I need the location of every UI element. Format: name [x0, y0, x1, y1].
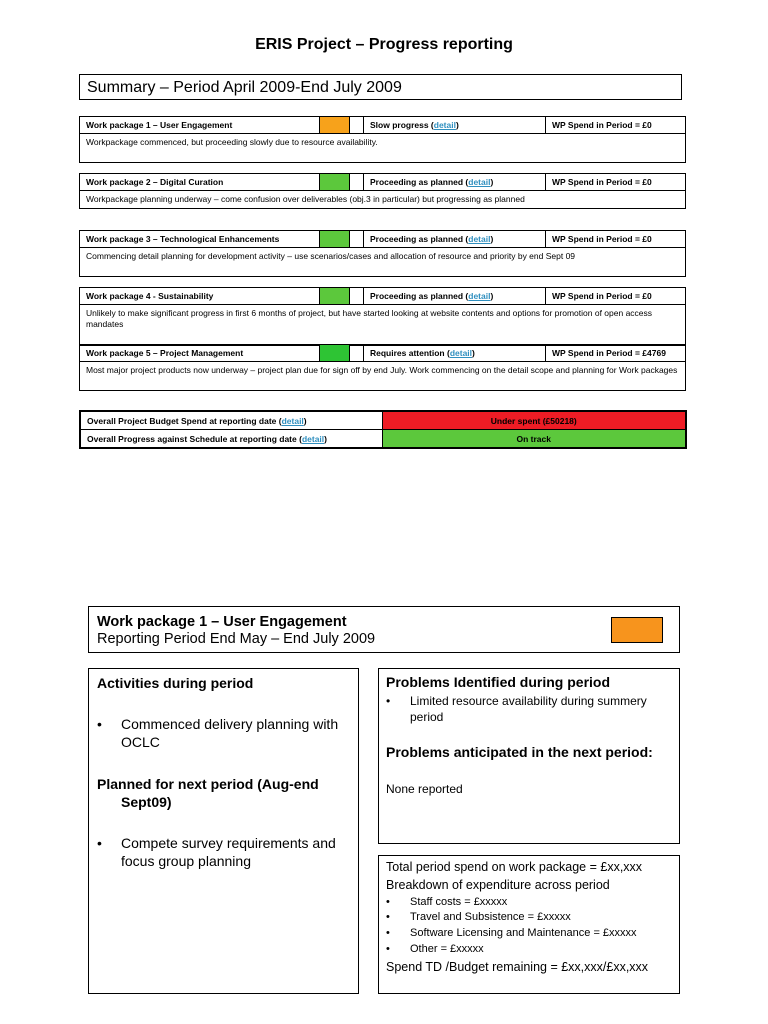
spend-box — [378, 855, 680, 994]
planned-heading: Planned for next period (Aug-end Sept09) — [97, 776, 319, 810]
wp-name: Work package 4 - Sustainability — [80, 288, 320, 305]
wp-name: Work package 5 – Project Management — [80, 345, 320, 362]
wp-table-5 — [79, 344, 686, 391]
overall-progress-label: Overall Progress against Schedule at reporting date (detail) — [80, 430, 382, 449]
activity-item: Commenced delivery planning with OCLC — [121, 716, 339, 750]
wp-spend: WP Spend in Period = £0 — [546, 174, 686, 191]
detail-link[interactable]: detail — [468, 291, 491, 301]
summary-heading-box — [79, 74, 682, 100]
wp-table-2 — [79, 173, 686, 209]
spend-item: Travel and Subsistence = £xxxxx — [410, 911, 571, 923]
wp-status: Proceeding as planned (detail) — [364, 231, 546, 248]
problems-heading: Problems Identified during period — [386, 674, 611, 690]
wp-description: Unlikely to make significant progress in first 6 months of project, but have started looking at website contents and options for promotion of open access mandates — [80, 305, 686, 346]
status-swatch — [320, 117, 350, 134]
wp-table-4 — [79, 287, 686, 346]
overall-status-table — [79, 410, 687, 449]
bullet-icon: • — [97, 835, 102, 851]
wp-status: Proceeding as planned (detail) — [364, 288, 546, 305]
wp-description: Commencing detail planning for development activity – use scenarios/cases and allocation of resource and priority by end Sept 09 — [80, 248, 686, 277]
wp-status: Proceeding as planned (detail) — [364, 174, 546, 191]
wp-description: Workpackage planning underway – come confusion over deliverables (obj.3 in particular) but progressing as planned — [80, 191, 686, 209]
wp-table-1 — [79, 116, 686, 163]
overall-budget-label: Overall Project Budget Spend at reporting date (detail) — [80, 411, 382, 430]
overall-progress-status: On track — [382, 430, 686, 449]
wp-name: Work package 3 – Technological Enhancements — [80, 231, 320, 248]
status-swatch — [320, 174, 350, 191]
wp1-title: Work package 1 – User Engagement — [97, 614, 347, 630]
detail-link[interactable]: detail — [301, 433, 325, 444]
wp-name: Work package 2 – Digital Curation — [80, 174, 320, 191]
document-title: ERIS Project – Progress reporting — [255, 36, 513, 53]
spend-remaining: Spend TD /Budget remaining = £xx,xxx/£xx,xxx — [386, 960, 649, 974]
wp-status: Requires attention (detail) — [364, 345, 546, 362]
activities-heading: Activities during period — [97, 675, 254, 691]
wp-spend: WP Spend in Period = £0 — [546, 288, 686, 305]
wp-spend: WP Spend in Period = £4769 — [546, 345, 686, 362]
overall-budget-status: Under spent (£50218) — [382, 411, 686, 430]
wp-status: Slow progress (detail) — [364, 117, 546, 134]
wp1-detail-header — [88, 606, 680, 653]
detail-link[interactable]: detail — [468, 177, 491, 187]
detail-link[interactable]: detail — [433, 120, 456, 130]
wp-description: Most major project products now underway – project plan due for sign off by end July. Work commencing on the detail scope and planning for Work packages — [80, 362, 686, 391]
wp1-period: Reporting Period End May – End July 2009 — [97, 631, 376, 647]
problems-box — [378, 668, 680, 844]
wp1-status-swatch — [611, 617, 663, 643]
spend-item: Other = £xxxxx — [410, 943, 484, 955]
anticipated-heading: Problems anticipated in the next period: — [386, 744, 653, 760]
status-swatch — [320, 345, 350, 362]
summary-heading: Summary – Period April 2009-End July 2009 — [87, 79, 402, 96]
wp-spend: WP Spend in Period = £0 — [546, 231, 686, 248]
problem-item: Limited resource availability during summery period — [410, 694, 647, 724]
detail-link[interactable]: detail — [449, 348, 473, 358]
bullet-icon: • — [386, 943, 390, 955]
detail-link[interactable]: detail — [281, 415, 304, 426]
bullet-icon: • — [386, 911, 390, 923]
status-swatch — [320, 231, 350, 248]
activities-box — [88, 668, 359, 994]
wp-description: Workpackage commenced, but proceeding slowly due to resource availability. — [80, 134, 686, 163]
wp-table-3 — [79, 230, 686, 277]
spacer-cell — [350, 345, 364, 362]
bullet-icon: • — [386, 896, 390, 908]
bullet-icon: • — [97, 716, 102, 732]
status-swatch — [320, 288, 350, 305]
anticipated-text: None reported — [386, 782, 463, 796]
spend-item: Staff costs = £xxxxx — [410, 896, 508, 908]
bullet-icon: • — [386, 927, 390, 939]
spend-total: Total period spend on work package = £xx,xxx — [386, 860, 643, 874]
wp-spend: WP Spend in Period = £0 — [546, 117, 686, 134]
spacer-cell — [350, 174, 364, 191]
spend-breakdown-heading: Breakdown of expenditure across period — [386, 878, 610, 892]
wp-name: Work package 1 – User Engagement — [80, 117, 320, 134]
spend-item: Software Licensing and Maintenance = £xxxxx — [410, 927, 637, 939]
bullet-icon: • — [386, 694, 391, 708]
planned-item: Compete survey requirements and focus group planning — [121, 835, 336, 869]
spacer-cell — [350, 288, 364, 305]
spacer-cell — [350, 117, 364, 134]
detail-link[interactable]: detail — [468, 234, 491, 244]
spacer-cell — [350, 231, 364, 248]
